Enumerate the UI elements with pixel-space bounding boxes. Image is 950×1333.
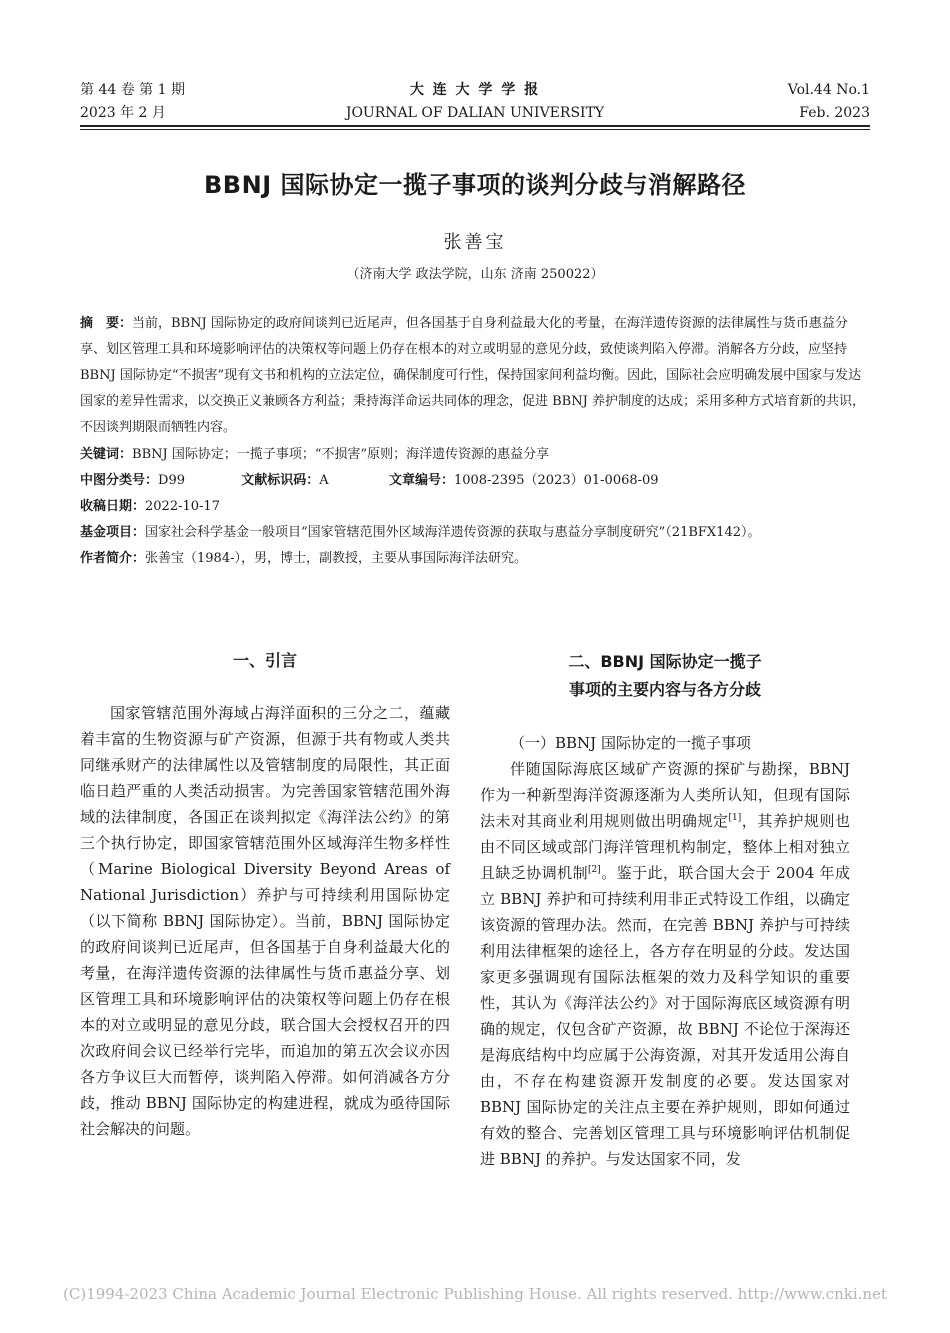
citation-2[interactable]: [2]	[588, 865, 601, 875]
section-heading-2	[480, 648, 850, 704]
author-name: 张善宝	[443, 232, 507, 253]
section-heading-2-line1: 二、BBNJ 国际协定一揽子	[568, 652, 762, 671]
received-line	[80, 494, 870, 520]
bio-label: 作者简介：	[80, 551, 146, 566]
header-rule-thin	[80, 129, 870, 130]
fund-label: 基金项目：	[80, 525, 146, 540]
copyright-footer: (C)1994-2023 China Academic Journal Electronic Publishing House. All rights reserved. http://www.cnki.net	[63, 1285, 887, 1303]
paragraph-part-b: ，其养护规则也由不同区域或部门海洋管理机构制定，整体上相对独立且缺乏协调机制	[480, 812, 850, 882]
header-rule-thick	[80, 125, 870, 127]
subsection-heading: （一）BBNJ 国际协定的一揽子事项	[510, 734, 751, 752]
volume-issue-cn: 第 44 卷 第 1 期	[80, 82, 185, 98]
keywords-line	[80, 442, 870, 468]
author-affiliation: （济南大学 政法学院，山东 济南 250022）	[346, 267, 604, 282]
introduction-paragraph: 国家管辖范围外海域占海洋面积的三分之二，蕴藏着丰富的生物资源与矿产资源，但源于共有物或人类共同继承财产的法律属性以及管辖制度的局限性，其正面临日趋严重的人类活动损害。为完善国家管辖范围外海域的法律制度，各国正在谈判拟定《海洋法公约》的第三个执行协定，即国家管辖范围外区域海洋生物多样性（Marine Biological Diversity Beyond Areas of National Jurisdiction）养护与可持续利用国际协定（以下简称 BBNJ 国际协定）。当前，BBNJ 国际协定的政府间谈判已近尾声，但各国基于自身利益最大化的考量，在海洋遗传资源的法律属性与货币惠益分享、划区管理工具和环境影响评估的决策权等问题上仍存在根本的对立或明显的意见分歧，联合国大会授权召开的四次政府间会议已经举行完毕，而追加的第五次会议亦因各方争议巨大而暂停，谈判陷入停滞。如何消减各方分歧，推动 BBNJ 国际协定的构建进程，就成为亟待国际社会解决的问题。	[80, 704, 450, 1138]
received-label: 收稿日期：	[80, 499, 146, 514]
article-title: BBNJ 国际协定一揽子事项的谈判分歧与消解路径	[204, 171, 746, 199]
article-no-value: 1008-2395（2023）01-0068-09	[453, 473, 659, 488]
article-no-label: 文章编号：	[388, 473, 454, 488]
clc-value: D99	[158, 473, 185, 488]
doc-code-label: 文献标识码：	[241, 473, 320, 488]
date-en: Feb. 2023	[799, 105, 870, 121]
subsection-paragraph	[480, 756, 850, 1172]
doc-code-value: A	[319, 473, 329, 488]
abstract-text: 当前，BBNJ 国际协定的政府间谈判已近尾声，但各国基于自身利益最大化的考量，在海洋遗传资源的法律属性与货币惠益分享、划区管理工具和环境影响评估的决策权等问题上仍存在根本的对立或明显的意见分歧，致使谈判陷入停滞。消解各方分歧，应坚持 BBNJ 国际协定“不损害”现有文书和机构的立法定位，确保制度可行性，保持国家间利益均衡。因此，国际社会应明确发展中国家与发达国家的差异性需求，以交换正义兼顾各方利益；秉持海洋命运共同体的理念，促进 BBNJ 养护制度的达成；采用多种方式培育新的共识，不因谈判期限而牺牲内容。	[80, 316, 865, 435]
journal-name-en: JOURNAL OF DALIAN UNIVERSITY	[345, 105, 605, 121]
fund-line	[80, 520, 870, 546]
right-column-body	[480, 730, 850, 1172]
paragraph-part-a: 伴随国际海底区域矿产资源的探矿与勘探，BBNJ 作为一种新型海洋资源逐渐为人类所认知，但现有国际法未对其商业利用规则做出明确规定	[480, 760, 850, 830]
section-heading-introduction: 一、引言	[232, 651, 297, 670]
received-date: 2022-10-17	[145, 499, 220, 514]
fund-text: 国家社会科学基金一般项目“国家管辖范围外区域海洋遗传资源的获取与惠益分享制度研究”（21BFX142）。	[145, 525, 761, 540]
section-heading-2-line2: 事项的主要内容与各方分歧	[568, 680, 761, 699]
paragraph-part-c: 。鉴于此，联合国大会于 2004 年成立 BBNJ 养护和可持续利用非正式特设工作组，以确定该资源的管理办法。然而，在完善 BBNJ 养护与可持续利用法律框架的途径上，各方存在明显的分歧。发达国家更多强调现有国际法框架的效力及科学知识的重要性，其认为《海洋法公约》对于国际海底区域资源有明确的规定，仅包含矿产资源，故 BBNJ 不论位于深海还是海底结构中均应属于公海资源，对其开发适用公海自由，不存在构建资源开发制度的必要。发达国家对 BBNJ 国际协定的关注点主要在养护规则，即如何通过有效的整合、完善划区管理工具与环境影响评估机制促进 BBNJ 的养护。与发达国家不同，发	[480, 864, 850, 1168]
clc-label: 中图分类号：	[80, 473, 159, 488]
keywords-label: 关键词：	[80, 447, 133, 462]
date-cn: 2023 年 2 月	[80, 105, 166, 121]
volume-issue-en: Vol.44 No.1	[787, 82, 870, 98]
abstract-label: 摘 要：	[80, 316, 133, 331]
left-column-body	[80, 700, 450, 1142]
keywords-text: BBNJ 国际协定；一揽子事项；“不损害”原则；海洋遗传资源的惠益分享	[132, 447, 550, 462]
abstract-block	[80, 311, 870, 441]
author-bio-line	[80, 546, 870, 572]
bio-text: 张善宝（1984-），男，博士，副教授，主要从事国际海洋法研究。	[145, 551, 527, 566]
classification-line	[80, 468, 870, 494]
journal-name-cn: 大 连 大 学 学 报	[409, 82, 541, 98]
citation-1[interactable]: [1]	[728, 813, 742, 823]
